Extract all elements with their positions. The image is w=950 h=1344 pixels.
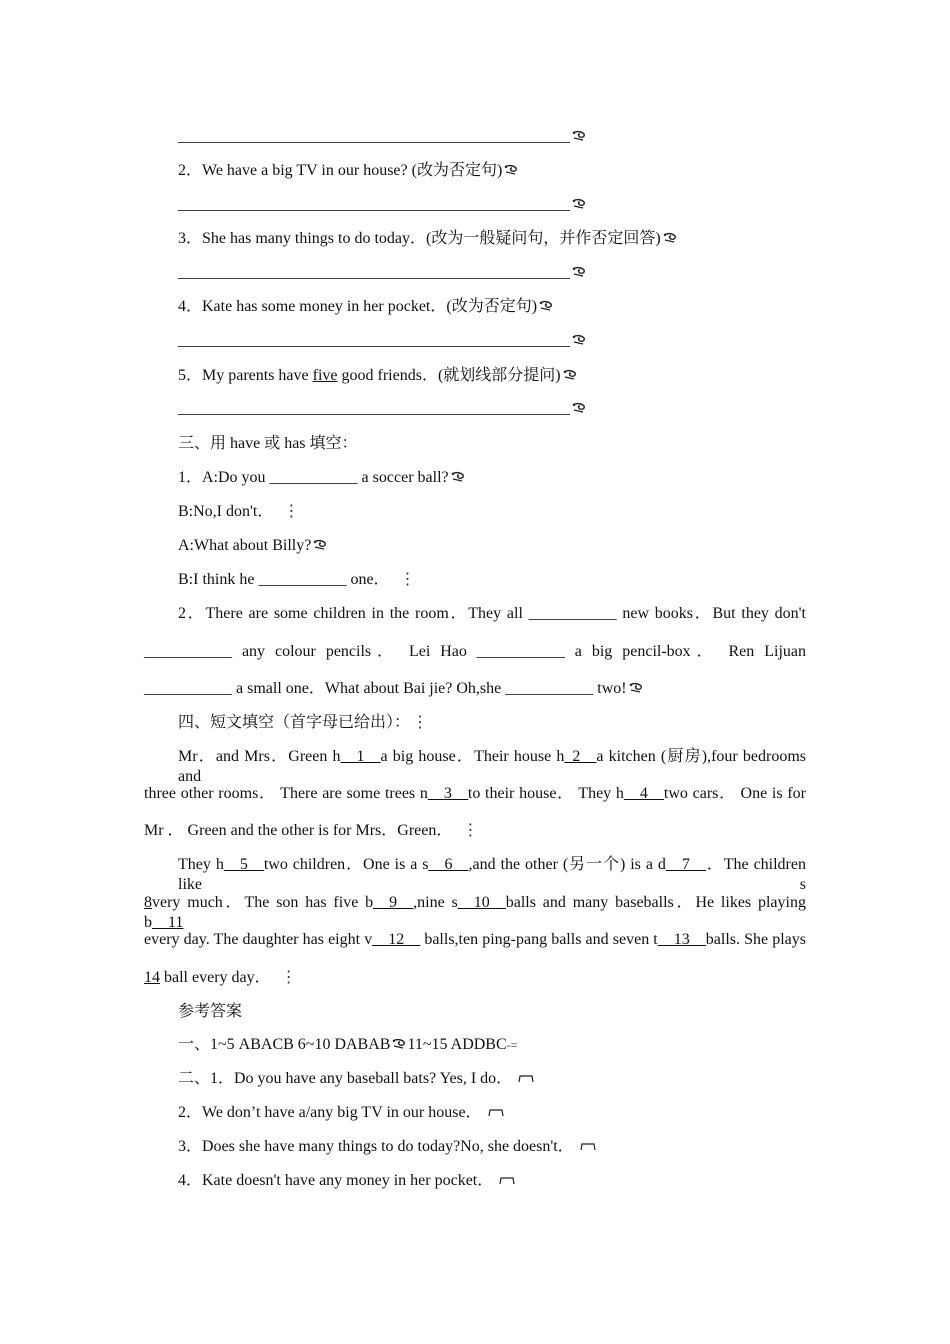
- answer-line: _________________________________________________: [178, 331, 806, 351]
- paragraph-line: ___________ a small one．What about Bai jie? Oh,she ___________ two!: [144, 679, 806, 699]
- answer-key-line: 2．We don’t have a/any big TV in our house．: [178, 1103, 806, 1123]
- answer-key-line: 一、1~5 ABACB 6~10 DABAB 11~15 ADDBC-=: [178, 1036, 518, 1053]
- dialogue-line: B:No,I don't． ⋮: [178, 503, 300, 520]
- paragraph-mark-icon: [580, 1140, 596, 1152]
- paragraph-mark-icon: [499, 1174, 515, 1186]
- blank: __10__: [457, 894, 506, 911]
- answer-key-line: 4．Kate doesn't have any money in her pocket．: [178, 1171, 806, 1191]
- blank: __4__: [623, 785, 664, 802]
- cloze-line: Mr ． Green and the other is for Mrs．Green． ⋮: [144, 822, 479, 839]
- blank: __6__: [428, 856, 469, 873]
- blank: __1__: [340, 748, 381, 765]
- cloze-line: Mr．and Mrs．Green h__1__a big house．Their house h_2__a kitchen (厨房),four bedrooms and: [178, 748, 806, 785]
- paragraph-mark-icon: [312, 539, 328, 551]
- underlined-word: five: [312, 367, 338, 384]
- paragraph-mark-icon: [503, 164, 519, 176]
- paragraph-mark-icon: [488, 1106, 504, 1118]
- blank: __7__: [665, 856, 706, 873]
- cloze-line: 8very much．The son has five b__9__,nine s__10__balls and many baseballs．He likes playing b__11: [144, 894, 806, 931]
- blank: __3__: [427, 785, 468, 802]
- answers-title: 参考答案: [178, 1003, 243, 1020]
- paragraph-mark-icon: [518, 1072, 534, 1084]
- paragraph-mark-icon: [571, 130, 587, 142]
- blank: __9__: [373, 894, 414, 911]
- question-2: 2．We have a big TV in our house? (改为否定句): [178, 161, 806, 181]
- dialogue-line: A:What about Billy?: [178, 536, 806, 556]
- cloze-line: three other rooms． There are some trees n__3__to their house． They h__4__two cars． One is for: [144, 785, 806, 802]
- cloze-line: 14 ball every day． ⋮: [144, 969, 297, 986]
- dialogue-line: B:I think he ___________ one． ⋮: [178, 571, 416, 588]
- blank: __5__: [223, 856, 264, 873]
- answer-key-line: 3．Does she have many things to do today?No, she doesn't．: [178, 1137, 806, 1157]
- section-4-title: 四、短文填空（首字母已给出）： ⋮: [178, 714, 429, 731]
- section-3-title: 三、用 have 或 has 填空：: [178, 435, 358, 452]
- paragraph-mark-icon: [571, 198, 587, 210]
- question-5: 5．My parents have five good friends．(就划线部分提问): [178, 366, 806, 386]
- blank: _2__: [564, 748, 597, 765]
- paragraph-mark-icon: [562, 369, 578, 381]
- question-3: 3．She has many things to do today．(改为一般疑问句，并作否定回答): [178, 229, 806, 249]
- paragraph-mark-icon: [391, 1038, 407, 1050]
- paragraph-mark-icon: [571, 334, 587, 346]
- blank: __13__: [657, 931, 706, 948]
- blank: __11: [152, 914, 184, 931]
- question-4: 4．Kate has some money in her pocket．(改为否定句): [178, 297, 806, 317]
- answer-key-line: 二、1．Do you have any baseball bats? Yes, I do．: [178, 1069, 806, 1089]
- dialogue-line: 1．A:Do you ___________ a soccer ball?: [178, 468, 806, 488]
- answer-line: _________________________________________________: [178, 127, 806, 147]
- blank: 8: [144, 894, 152, 911]
- paragraph-mark-icon: [538, 300, 554, 312]
- answer-line: _________________________________________________: [178, 399, 806, 419]
- paragraph-mark-icon: [628, 682, 644, 694]
- cloze-line: They h__5__two children．One is a s__6__,and the other (另一个) is a d__7__．The children like s: [178, 856, 806, 893]
- cloze-line: every day. The daughter has eight v__12__ balls,ten ping-pang balls and seven t__13__balls. She plays: [144, 931, 806, 948]
- blank: 14: [144, 969, 160, 986]
- paragraph-mark-icon: [571, 266, 587, 278]
- paragraph-mark-icon: [662, 232, 678, 244]
- paragraph-line: ___________ any colour pencils． Lei Hao ___________ a big pencil-box． Ren Lijuan: [144, 643, 806, 660]
- answer-line: _________________________________________________: [178, 263, 806, 283]
- answer-line: _________________________________________________: [178, 195, 806, 215]
- paragraph-line: 2．There are some children in the room．They all ___________ new books．But they don't: [178, 605, 806, 622]
- blank: __12__: [372, 931, 421, 948]
- paragraph-mark-icon: [450, 471, 466, 483]
- paragraph-mark-icon: [571, 402, 587, 414]
